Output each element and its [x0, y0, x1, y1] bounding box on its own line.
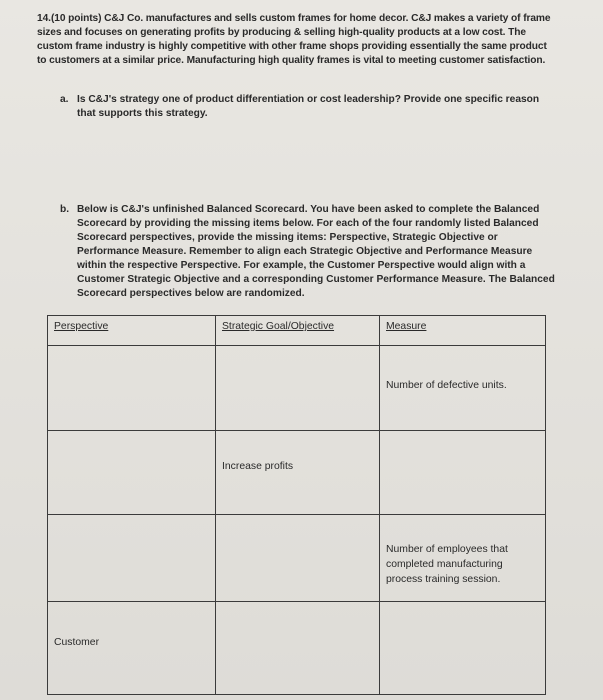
question-number: 14. — [37, 13, 51, 24]
cell-perspective[interactable]: Customer — [48, 602, 216, 695]
question-14 — [37, 12, 557, 68]
part-a — [60, 93, 555, 121]
cell-measure[interactable]: Number of defective units. — [380, 346, 546, 431]
table-row — [48, 515, 546, 602]
cell-objective[interactable] — [216, 602, 380, 695]
header-perspective: Perspective — [48, 316, 216, 346]
header-objective: Strategic Goal/Objective — [216, 316, 380, 346]
cell-objective[interactable]: Increase profits — [216, 431, 380, 515]
cell-objective[interactable] — [216, 346, 380, 431]
table-row — [48, 431, 546, 515]
cell-measure[interactable] — [380, 431, 546, 515]
part-b-text: Below is C&J's unfinished Balanced Scorecard. You have been asked to complete the Balanced Scorecard by providing the missing items below. For each of the four randomly listed Balanced Scorecard perspectives, provide the missing items: Perspective, Strategic Objective or Performance Measure. Remember to align each Strategic Objective and Performance Measure within the respective Perspective. For example, the Customer Perspective would align with a Customer Strategic Objective and a corresponding Customer Performance Measure. The Balanced Scorecard perspectives below are randomized. — [77, 204, 555, 299]
part-a-text: Is C&J's strategy one of product differentiation or cost leadership? Provide one specific reason that supports this strategy. — [77, 94, 540, 119]
table-row — [48, 346, 546, 431]
cell-perspective[interactable] — [48, 346, 216, 431]
header-measure: Measure — [380, 316, 546, 346]
table-header-row — [48, 316, 546, 346]
balanced-scorecard-table — [47, 315, 546, 695]
part-b — [60, 203, 555, 301]
cell-perspective[interactable] — [48, 431, 216, 515]
question-text: (10 points) C&J Co. manufactures and sells custom frames for home decor. C&J makes a variety of frame sizes and focuses on generating profits by producing & selling high-quality products at a low cost. The custom frame industry is highly competitive with other frame shops providing essentially the same product to customers at a similar price. Manufacturing high quality frames is vital to meeting customer satisfaction. — [37, 13, 551, 66]
table-row — [48, 602, 546, 695]
cell-measure[interactable] — [380, 602, 546, 695]
part-a-label: a. — [60, 94, 69, 105]
part-b-label: b. — [60, 204, 70, 215]
cell-objective[interactable] — [216, 515, 380, 602]
cell-perspective[interactable] — [48, 515, 216, 602]
cell-measure[interactable]: Number of employees that completed manufacturing process training session. — [380, 515, 546, 602]
